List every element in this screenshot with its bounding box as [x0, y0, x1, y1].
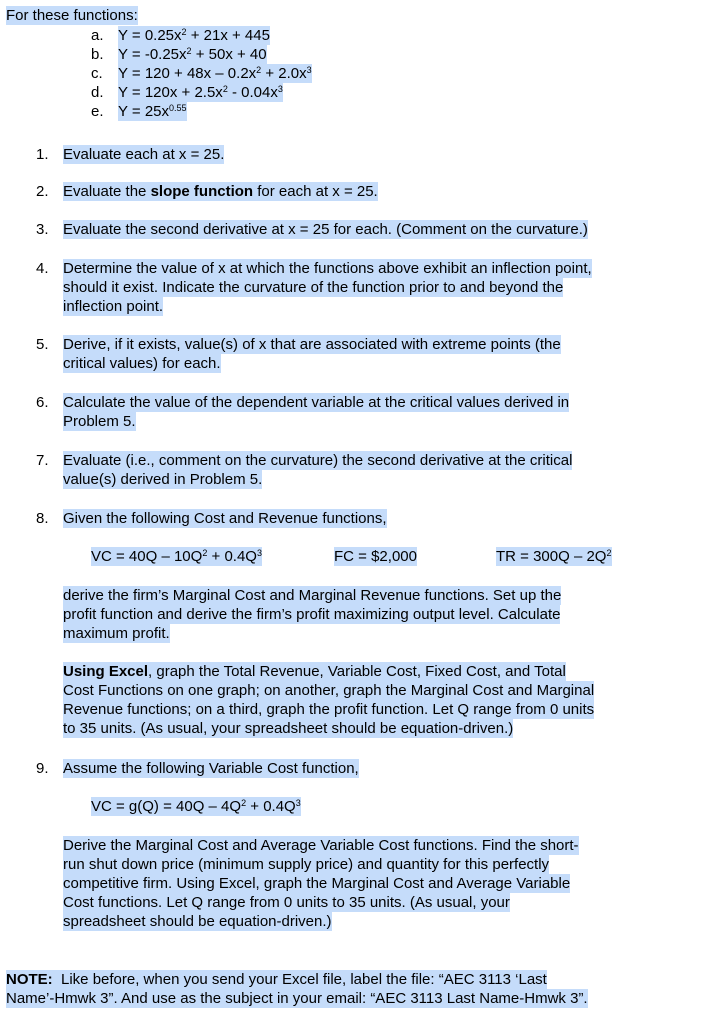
question-4-line: Determine the value of x at which the functions above exhibit an inflection point,	[63, 260, 592, 277]
question-8-para1-line: derive the firm’s Marginal Cost and Marginal Revenue functions. Set up the	[63, 587, 562, 604]
function-letter: a.	[91, 27, 104, 44]
question-6-line: Problem 5.	[63, 413, 136, 430]
question-number: 5.	[36, 336, 49, 353]
question-5-line: critical values) for each.	[63, 355, 221, 372]
question-3: Evaluate the second derivative at x = 25 for each. (Comment on the curvature.)	[63, 221, 588, 238]
function-a: $Y = 0.25x^2 + 21x + 445$	[118, 27, 270, 44]
function-e: $Y = 25x^{0.55}$	[118, 103, 187, 120]
question-8-para1-line: profit function and derive the firm’s profit maximizing output level. Calculate	[63, 606, 561, 623]
tr-equation: TR = $300Q - 2Q^2$	[496, 548, 612, 565]
question-number: 8.	[36, 510, 49, 527]
question-6-line: Calculate the value of the dependent variable at the critical values derived in	[63, 394, 570, 411]
function-letter: d.	[91, 84, 104, 101]
function-b: $Y = -0.25x^2 + 50x + 40$	[118, 46, 267, 63]
note-line: Name’-Hmwk 3”. And use as the subject in your email: “AEC 3113 Last Name-Hmwk 3”.	[6, 990, 588, 1007]
question-number: 1.	[36, 146, 49, 163]
question-8-para2-line: Revenue functions; on a third, graph the profit function. Let Q range from 0 units	[63, 701, 595, 718]
question-5-line: Derive, if it exists, value(s) of x that are associated with extreme points (the	[63, 336, 561, 353]
question-7-line: value(s) derived in Problem 5.	[63, 471, 263, 488]
question-number: 6.	[36, 394, 49, 411]
function-c: $Y = 120 + 48x - 0.2x^2 + 2.0x^3$	[118, 65, 312, 82]
vc-equation: VC = $40Q - 10Q^2 + 0.4Q^3$	[91, 548, 262, 565]
question-2: Evaluate the slope function for each at x = 25.	[63, 183, 378, 200]
function-letter: c.	[91, 65, 103, 82]
question-9-para-line: run shut down price (minimum supply price) and quantity for this perfectly	[63, 856, 550, 873]
question-number: 9.	[36, 760, 49, 777]
function-d: $Y = 120x + 2.5x^2 - 0.04x^3$	[118, 84, 283, 101]
intro-line: For these functions:	[6, 7, 138, 24]
question-4-line: inflection point.	[63, 298, 164, 315]
question-9-para-line: Cost functions. Let Q range from 0 units to 35 units. (As usual, your	[63, 894, 510, 911]
question-number: 3.	[36, 221, 49, 238]
note-line: NOTE: Like before, when you send your Excel file, label the file: “AEC 3113 ‘Last	[6, 971, 547, 988]
question-4-line: should it exist. Indicate the curvature of the function prior to and beyond the	[63, 279, 564, 296]
question-8-para1-line: maximum profit.	[63, 625, 170, 642]
function-letter: e.	[91, 103, 104, 120]
question-9-para-line: competitive firm. Using Excel, graph the Marginal Cost and Average Variable	[63, 875, 571, 892]
question-number: 7.	[36, 452, 49, 469]
question-8-para2-line: Cost Functions on one graph; on another, graph the Marginal Cost and Marginal	[63, 682, 595, 699]
question-9-para-line: spreadsheet should be equation-driven.)	[63, 913, 332, 930]
question-9-para-line: Derive the Marginal Cost and Average Variable Cost functions. Find the short-	[63, 837, 579, 854]
question-9-intro: Assume the following Variable Cost function,	[63, 760, 359, 777]
vc-equation-q9: VC = $g(Q) = 40Q - 4Q^2 + 0.4Q^3$	[91, 798, 301, 815]
fc-equation: FC = $2,000	[334, 548, 417, 565]
question-number: 2.	[36, 183, 49, 200]
question-8-para2-line: to 35 units. (As usual, your spreadsheet should be equation-driven.)	[63, 720, 514, 737]
question-number: 4.	[36, 260, 49, 277]
question-8-para2-line: Using Excel, graph the Total Revenue, Variable Cost, Fixed Cost, and Total	[63, 663, 566, 680]
question-7-line: Evaluate (i.e., comment on the curvature) the second derivative at the critical	[63, 452, 573, 469]
function-letter: b.	[91, 46, 104, 63]
question-1: Evaluate each at x = 25.	[63, 146, 225, 163]
question-8-intro: Given the following Cost and Revenue functions,	[63, 510, 387, 527]
